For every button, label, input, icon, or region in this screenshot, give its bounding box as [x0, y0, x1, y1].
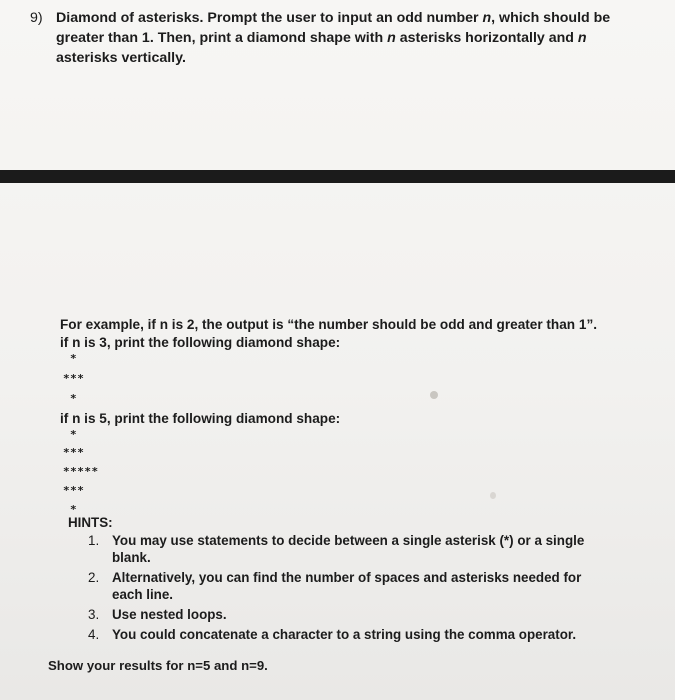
question-block — [30, 8, 630, 68]
diamond3-row: * — [70, 392, 78, 405]
hints-heading: HINTS: — [68, 515, 113, 530]
paper-speck — [490, 492, 496, 499]
page-divider — [0, 170, 675, 183]
hint-item: 1. You may use statements to decide between a single asterisk (*) or a single blank. — [88, 533, 585, 565]
hint-item: 2. Alternatively, you can find the number of spaces and asterisks needed for each line. — [88, 570, 582, 602]
example-line-1: For example, if n is 2, the output is “the number should be odd and greater than 1”. — [60, 317, 598, 332]
example-block — [60, 316, 640, 352]
question-number: 9) — [30, 10, 43, 26]
paper-speck — [430, 391, 438, 399]
question-text: Diamond of asterisks. Prompt the user to input an odd number n, which should be greater than 1. Then, print a diamond shape with n asterisks horizontally and n asterisks vertically. — [56, 10, 611, 66]
diamond5-row: ***** — [63, 465, 99, 478]
hints-list — [88, 532, 598, 646]
diamond5-row: * — [70, 428, 78, 441]
diamond5-row: * — [70, 503, 78, 516]
diamond3-row: *** — [63, 372, 85, 385]
example-line-2: if n is 3, print the following diamond shape: — [60, 335, 341, 350]
diamond5-row: *** — [63, 484, 85, 497]
diamond3-row: * — [70, 352, 78, 365]
question-title: Diamond of asterisks. — [56, 10, 204, 26]
example-line-3: if n is 5, print the following diamond shape: — [60, 411, 341, 426]
diamond5-row: *** — [63, 446, 85, 459]
hint-item: 4. You could concatenate a character to a string using the comma operator. — [88, 627, 577, 642]
footer-instruction: Show your results for n=5 and n=9. — [48, 658, 268, 673]
hint-item: 3. Use nested loops. — [88, 607, 227, 622]
